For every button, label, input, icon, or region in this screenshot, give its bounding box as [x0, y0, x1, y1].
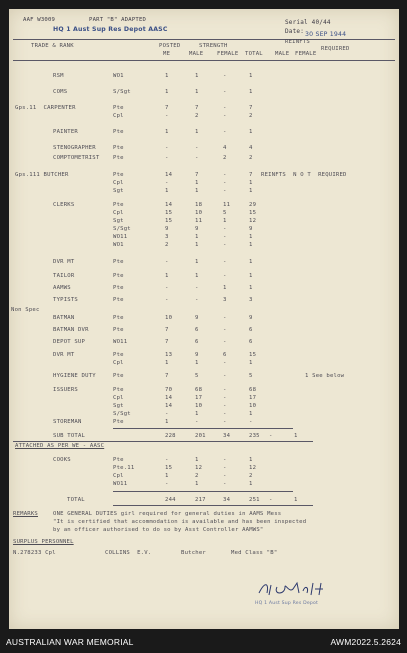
rank-cell: Cpl	[113, 210, 124, 216]
male-cell: 5	[195, 373, 199, 379]
footer-accession: AWM2022.5.2624	[330, 637, 401, 647]
total-cell: 4	[249, 145, 253, 151]
total-cell: 1	[249, 188, 253, 194]
female-cell: -	[223, 73, 227, 79]
total-cell: 6	[249, 327, 253, 333]
male-cell: 68	[195, 387, 203, 393]
remarks-label: REMARKS	[13, 511, 38, 517]
total-cell: 5	[249, 373, 253, 379]
trade-cell: AAMWS	[53, 285, 71, 291]
total-cell: 6	[249, 339, 253, 345]
me-cell: 70	[165, 387, 173, 393]
me-cell: -	[165, 155, 169, 161]
female-cell: -	[223, 234, 227, 240]
female-cell: -	[223, 360, 227, 366]
surplus-trade: Butcher	[181, 550, 206, 556]
reinfts-cell: - 1	[269, 433, 298, 439]
form-number: AAF W3009	[23, 17, 56, 23]
me-cell: -	[165, 180, 169, 186]
total-rule	[113, 491, 293, 492]
total-cell: 235	[249, 433, 260, 439]
total-cell: 7	[249, 105, 253, 111]
female-cell: -	[223, 473, 227, 479]
rank-cell: Pte	[113, 273, 124, 279]
surplus-label: SURPLUS PERSONNEL	[13, 539, 74, 545]
total-cell: 15	[249, 210, 257, 216]
trade-cell: RSM	[53, 73, 64, 79]
total-cell: 1	[249, 242, 253, 248]
rank-cell: WO11	[113, 481, 128, 487]
total-under-rule	[113, 505, 313, 506]
rank-cell: Pte	[113, 297, 124, 303]
female-cell: 5	[223, 210, 227, 216]
male-cell: 18	[195, 202, 203, 208]
date-stamp: 30 SEP 1944	[305, 31, 347, 38]
male-cell: 11	[195, 218, 203, 224]
col-reinfts-male: MALE	[275, 51, 290, 57]
me-cell: 10	[165, 315, 173, 321]
female-cell: -	[223, 226, 227, 232]
male-cell: 9	[195, 352, 199, 358]
rank-cell: Pte.11	[113, 465, 135, 471]
rank-cell: Sgt	[113, 188, 124, 194]
rank-cell: S/Sgt	[113, 226, 131, 232]
me-cell: 228	[165, 433, 176, 439]
male-cell: 2	[195, 113, 199, 119]
female-cell: 1	[223, 285, 227, 291]
female-cell: -	[223, 180, 227, 186]
me-cell: -	[165, 113, 169, 119]
female-cell: -	[223, 419, 227, 425]
me-cell: 14	[165, 403, 173, 409]
unit-name: HQ 1 Aust Sup Res Depot AASC	[53, 26, 168, 33]
total-cell: 1	[249, 129, 253, 135]
total-cell: 1	[249, 180, 253, 186]
rank-cell: Pte	[113, 457, 124, 463]
surplus-class: Med Class "B"	[231, 550, 278, 556]
total-cell: 15	[249, 352, 257, 358]
female-cell: -	[223, 481, 227, 487]
rank-cell: WO11	[113, 234, 128, 240]
me-cell: 1	[165, 73, 169, 79]
rank-cell: Cpl	[113, 473, 124, 479]
trade-cell: DVR MT	[53, 259, 75, 265]
total-cell: 2	[249, 155, 253, 161]
signature-stamp: HQ 1 Aust Sup Res Depot	[255, 601, 318, 606]
trade-cell: ISSUERS	[53, 387, 78, 393]
total-cell: -	[249, 419, 253, 425]
female-cell: -	[223, 395, 227, 401]
form-part: PART "B" ADAPTED	[89, 17, 147, 23]
female-cell: -	[223, 89, 227, 95]
male-cell: 7	[195, 172, 199, 178]
me-cell: 14	[165, 172, 173, 178]
rank-cell: Pte	[113, 315, 124, 321]
rank-cell: Pte	[113, 285, 124, 291]
rank-cell: WO1	[113, 73, 124, 79]
male-cell: 1	[195, 242, 199, 248]
female-cell: -	[223, 242, 227, 248]
trade-cell: COMPTOMETRIST	[53, 155, 100, 161]
column-header-rule	[13, 60, 395, 61]
me-cell: 1	[165, 188, 169, 194]
male-cell: 1	[195, 360, 199, 366]
male-cell: 6	[195, 339, 199, 345]
me-cell: -	[165, 285, 169, 291]
surplus-id: N.278233 Cpl	[13, 550, 56, 556]
male-cell: -	[195, 285, 199, 291]
trade-cell: STENOGRAPHER	[53, 145, 96, 151]
col-me: ME	[163, 51, 171, 57]
document-sheet	[9, 9, 399, 629]
me-cell: 7	[165, 373, 169, 379]
trade-cell: Gps.111 BUTCHER	[15, 172, 69, 178]
me-cell: 1	[165, 89, 169, 95]
total-cell: 1	[249, 411, 253, 417]
total-cell: 1	[249, 457, 253, 463]
rank-cell: Pte	[113, 373, 124, 379]
me-cell: 15	[165, 210, 173, 216]
female-cell: -	[223, 259, 227, 265]
female-cell: 34	[223, 497, 231, 503]
trade-cell: DVR MT	[53, 352, 75, 358]
total-cell: 68	[249, 387, 257, 393]
rank-cell: S/Sgt	[113, 89, 131, 95]
trade-cell: TOTAL	[67, 497, 85, 503]
female-cell: -	[223, 273, 227, 279]
female-cell: -	[223, 465, 227, 471]
reinfts-cell: 1 See below	[305, 373, 345, 379]
rank-cell: S/Sgt	[113, 411, 131, 417]
trade-cell: BATMAN	[53, 315, 75, 321]
female-cell: 1	[223, 218, 227, 224]
me-cell: 9	[165, 226, 169, 232]
header-rule	[13, 39, 395, 40]
male-cell: 7	[195, 105, 199, 111]
me-cell: 13	[165, 352, 173, 358]
male-cell: 1	[195, 89, 199, 95]
rank-cell: Cpl	[113, 395, 124, 401]
male-cell: -	[195, 419, 199, 425]
female-cell: -	[223, 315, 227, 321]
female-cell: -	[223, 172, 227, 178]
total-cell: 1	[249, 481, 253, 487]
female-cell: -	[223, 339, 227, 345]
me-cell: 244	[165, 497, 176, 503]
female-cell: -	[223, 411, 227, 417]
col-total: TOTAL	[245, 51, 263, 57]
footer-source: AUSTRALIAN WAR MEMORIAL	[6, 637, 134, 647]
me-cell: 1	[165, 473, 169, 479]
male-cell: 9	[195, 226, 199, 232]
me-cell: 14	[165, 202, 173, 208]
me-cell: 7	[165, 327, 169, 333]
female-cell: -	[223, 188, 227, 194]
male-cell: 17	[195, 395, 203, 401]
reinfts-cell: - 1	[269, 497, 298, 503]
male-cell: 1	[195, 188, 199, 194]
total-cell: 2	[249, 473, 253, 479]
total-cell: 29	[249, 202, 257, 208]
rank-cell: Pte	[113, 327, 124, 333]
female-cell: -	[223, 457, 227, 463]
male-cell: 9	[195, 315, 199, 321]
col-strength: STRENGTH	[199, 43, 228, 49]
male-cell: 2	[195, 473, 199, 479]
female-cell: 3	[223, 297, 227, 303]
female-cell: -	[223, 373, 227, 379]
female-cell: 6	[223, 352, 227, 358]
male-cell: 201	[195, 433, 206, 439]
rank-cell: Pte	[113, 202, 124, 208]
me-cell: 3	[165, 234, 169, 240]
subtotal-under-rule	[13, 441, 313, 442]
male-cell: 1	[195, 259, 199, 265]
remarks-line-1: ONE GENERAL DUTIES girl required for general duties in AAMS Mess	[53, 511, 282, 517]
total-cell: 3	[249, 297, 253, 303]
me-cell: 7	[165, 339, 169, 345]
total-cell: 1	[249, 234, 253, 240]
date-label: Date:	[285, 28, 305, 35]
male-cell: 1	[195, 73, 199, 79]
female-cell: 11	[223, 202, 231, 208]
male-cell: 1	[195, 180, 199, 186]
total-cell: 7	[249, 172, 253, 178]
remarks-line-3: by an officer authorised to do so by Asst Controller AAMWS"	[53, 527, 264, 533]
trade-cell: STOREMAN	[53, 419, 82, 425]
trade-cell: COOKS	[53, 457, 71, 463]
total-cell: 2	[249, 113, 253, 119]
col-reinfts: REINFTS	[285, 39, 310, 45]
rank-cell: Pte	[113, 387, 124, 393]
rank-cell: Sgt	[113, 218, 124, 224]
female-cell: 4	[223, 145, 227, 151]
total-cell: 12	[249, 218, 257, 224]
total-cell: 12	[249, 465, 257, 471]
me-cell: 1	[165, 419, 169, 425]
male-cell: 1	[195, 481, 199, 487]
subtotal-rule	[113, 428, 293, 429]
me-cell: -	[165, 481, 169, 487]
trade-cell: TAILOR	[53, 273, 75, 279]
surplus-name: COLLINS E.V.	[105, 550, 152, 556]
female-cell: -	[223, 327, 227, 333]
female-cell: -	[223, 113, 227, 119]
rank-cell: Sgt	[113, 403, 124, 409]
col-required: REQUIRED	[321, 46, 350, 52]
me-cell: 14	[165, 395, 173, 401]
col-female: FEMALE	[217, 51, 239, 57]
me-cell: 15	[165, 218, 173, 224]
rank-cell: Pte	[113, 145, 124, 151]
male-cell: 1	[195, 234, 199, 240]
total-cell: 251	[249, 497, 260, 503]
male-cell: 10	[195, 210, 203, 216]
total-cell: 10	[249, 403, 257, 409]
serial-number: Serial 40/44	[285, 19, 331, 26]
footer-bar	[0, 629, 407, 653]
total-cell: 9	[249, 315, 253, 321]
me-cell: 7	[165, 105, 169, 111]
rank-cell: Pte	[113, 259, 124, 265]
rank-cell: Pte	[113, 129, 124, 135]
male-cell: 10	[195, 403, 203, 409]
rank-cell: Cpl	[113, 113, 124, 119]
col-trade-rank: TRADE & RANK	[31, 43, 74, 49]
trade-cell: TYPISTS	[53, 297, 78, 303]
me-cell: 1	[165, 273, 169, 279]
trade-cell: PAINTER	[53, 129, 78, 135]
rank-cell: Pte	[113, 172, 124, 178]
female-cell: -	[223, 387, 227, 393]
me-cell: 15	[165, 465, 173, 471]
rank-cell: WO1	[113, 242, 124, 248]
male-cell: 217	[195, 497, 206, 503]
trade-cell: BATMAN DVR	[53, 327, 89, 333]
female-cell: 2	[223, 155, 227, 161]
female-cell: 34	[223, 433, 231, 439]
me-cell: -	[165, 145, 169, 151]
male-cell: 1	[195, 457, 199, 463]
me-cell: -	[165, 411, 169, 417]
rank-cell: Pte	[113, 105, 124, 111]
col-posted: POSTED	[159, 43, 181, 49]
me-cell: 1	[165, 129, 169, 135]
male-cell: 1	[195, 411, 199, 417]
male-cell: 6	[195, 327, 199, 333]
male-cell: 1	[195, 129, 199, 135]
total-cell: 17	[249, 395, 257, 401]
rank-cell: Pte	[113, 352, 124, 358]
female-cell: -	[223, 105, 227, 111]
me-cell: 2	[165, 242, 169, 248]
rank-cell: WO11	[113, 339, 128, 345]
rank-cell: Pte	[113, 155, 124, 161]
trade-cell: Gps.11 CARPENTER	[15, 105, 76, 111]
male-cell: -	[195, 155, 199, 161]
me-cell: -	[165, 297, 169, 303]
total-cell: 1	[249, 273, 253, 279]
reinfts-cell: REINFTS N O T REQUIRED	[261, 172, 347, 178]
me-cell: -	[165, 259, 169, 265]
total-cell: 1	[249, 285, 253, 291]
rank-cell: Pte	[113, 419, 124, 425]
me-cell: 1	[165, 360, 169, 366]
trade-cell: SUB TOTAL	[53, 433, 86, 439]
female-cell: -	[223, 403, 227, 409]
trade-cell: COMS	[53, 89, 68, 95]
total-cell: 1	[249, 89, 253, 95]
male-cell: 1	[195, 273, 199, 279]
signature-scribble	[255, 579, 345, 599]
rank-cell: Cpl	[113, 180, 124, 186]
remarks-line-2: "It is certified that accommodation is available and has been inspected	[53, 519, 307, 525]
trade-cell: DEPOT SUP	[53, 339, 86, 345]
col-male: MALE	[189, 51, 204, 57]
total-cell: 9	[249, 226, 253, 232]
me-cell: -	[165, 457, 169, 463]
male-cell: -	[195, 297, 199, 303]
rank-cell: Cpl	[113, 360, 124, 366]
trade-cell: Non Spec	[11, 307, 40, 313]
trade-cell: HYGIENE DUTY	[53, 373, 96, 379]
total-cell: 1	[249, 259, 253, 265]
attached-heading: ATTACHED AS PER WE - AASC	[15, 443, 105, 449]
total-cell: 1	[249, 73, 253, 79]
total-cell: 1	[249, 360, 253, 366]
male-cell: 12	[195, 465, 203, 471]
female-cell: -	[223, 129, 227, 135]
col-reinfts-female: FEMALE	[295, 51, 317, 57]
male-cell: -	[195, 145, 199, 151]
trade-cell: CLERKS	[53, 202, 75, 208]
